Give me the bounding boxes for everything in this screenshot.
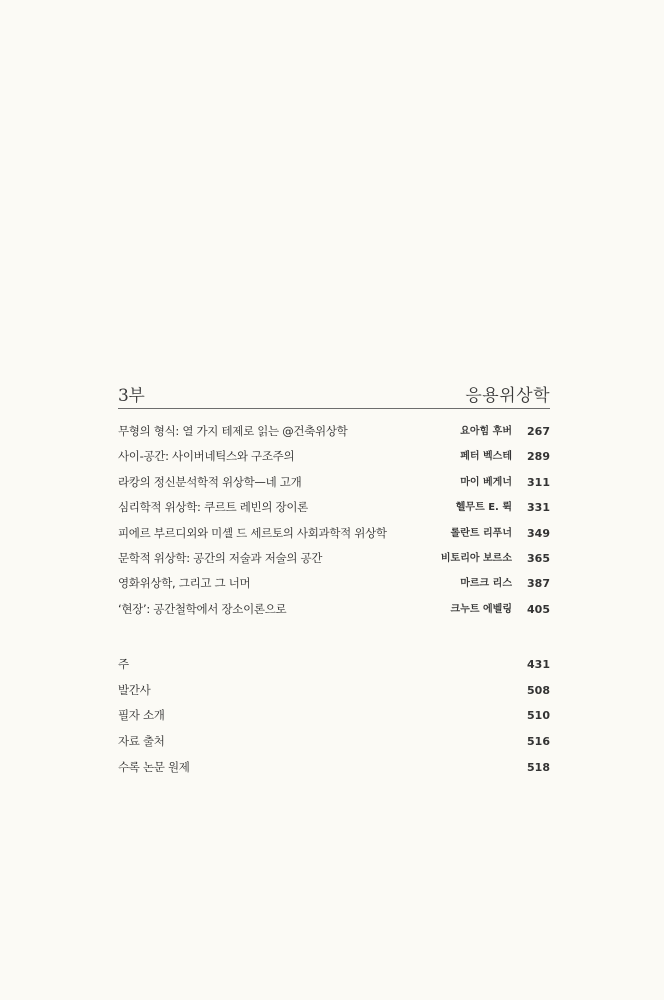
part-title: 응용위상학 bbox=[465, 386, 550, 406]
part-header bbox=[118, 378, 550, 409]
chapter-entry bbox=[118, 419, 550, 444]
chapter-title: 사이-공간: 사이버네틱스와 구조주의 bbox=[118, 449, 295, 464]
chapter-author: 롤란트 리푸너 bbox=[450, 527, 512, 539]
chapter-entry bbox=[118, 571, 550, 596]
appendix-list bbox=[118, 652, 550, 780]
appendix-page: 510 bbox=[527, 709, 550, 723]
chapter-title: 심리학적 위상학: 쿠르트 레빈의 장이론 bbox=[118, 500, 308, 515]
appendix-title: 자료 출처 bbox=[118, 733, 165, 748]
chapter-entry bbox=[118, 546, 550, 571]
chapter-page: 331 bbox=[527, 501, 550, 515]
appendix-entry bbox=[118, 729, 550, 755]
table-of-contents bbox=[118, 378, 550, 780]
chapter-page: 311 bbox=[527, 475, 550, 489]
appendix-page: 431 bbox=[527, 658, 550, 672]
appendix-title: 주 bbox=[118, 657, 129, 672]
chapter-title: 영화위상학, 그리고 그 너머 bbox=[118, 576, 251, 591]
chapter-entry bbox=[118, 470, 550, 495]
chapter-list bbox=[118, 419, 550, 622]
part-number: 3부 bbox=[118, 386, 145, 406]
appendix-page: 516 bbox=[527, 734, 550, 748]
chapter-author: 크누트 에벨링 bbox=[450, 603, 512, 615]
chapter-author: 페터 벡스테 bbox=[460, 451, 512, 463]
chapter-entry bbox=[118, 495, 550, 520]
chapter-title: ‘현장’: 공간철학에서 장소이론으로 bbox=[118, 601, 287, 616]
chapter-page: 349 bbox=[527, 526, 550, 540]
chapter-title: 무형의 형식: 열 가지 테제로 읽는 @건축위상학 bbox=[118, 424, 348, 438]
chapter-page: 267 bbox=[527, 425, 550, 438]
chapter-author: 헬무트 E. 뤽 bbox=[455, 502, 512, 514]
chapter-page: 289 bbox=[527, 450, 550, 464]
chapter-title: 피에르 부르디외와 미셸 드 세르토의 사회과학적 위상학 bbox=[118, 525, 387, 540]
chapter-page: 405 bbox=[527, 602, 550, 616]
appendix-page: 508 bbox=[527, 683, 550, 697]
appendix-entry bbox=[118, 652, 550, 678]
appendix-title: 수록 논문 원제 bbox=[118, 759, 190, 774]
chapter-page: 387 bbox=[527, 577, 550, 591]
chapter-entry bbox=[118, 444, 550, 469]
chapter-title: 라캉의 정신분석학적 위상학—네 고개 bbox=[118, 474, 302, 489]
chapter-author: 요아힘 후버 bbox=[460, 426, 512, 437]
appendix-entry bbox=[118, 703, 550, 729]
chapter-page: 365 bbox=[527, 551, 550, 565]
appendix-page: 518 bbox=[527, 760, 550, 774]
chapter-author: 마이 베게너 bbox=[460, 476, 512, 488]
chapter-entry bbox=[118, 597, 550, 622]
appendix-entry bbox=[118, 678, 550, 704]
chapter-author: 비토리아 보르소 bbox=[440, 552, 512, 564]
chapter-author: 마르크 리스 bbox=[460, 578, 512, 590]
appendix-entry bbox=[118, 755, 550, 781]
chapter-title: 문학적 위상학: 공간의 저술과 저술의 공간 bbox=[118, 550, 323, 565]
appendix-title: 필자 소개 bbox=[118, 708, 165, 723]
appendix-title: 발간사 bbox=[118, 682, 151, 697]
chapter-entry bbox=[118, 521, 550, 546]
